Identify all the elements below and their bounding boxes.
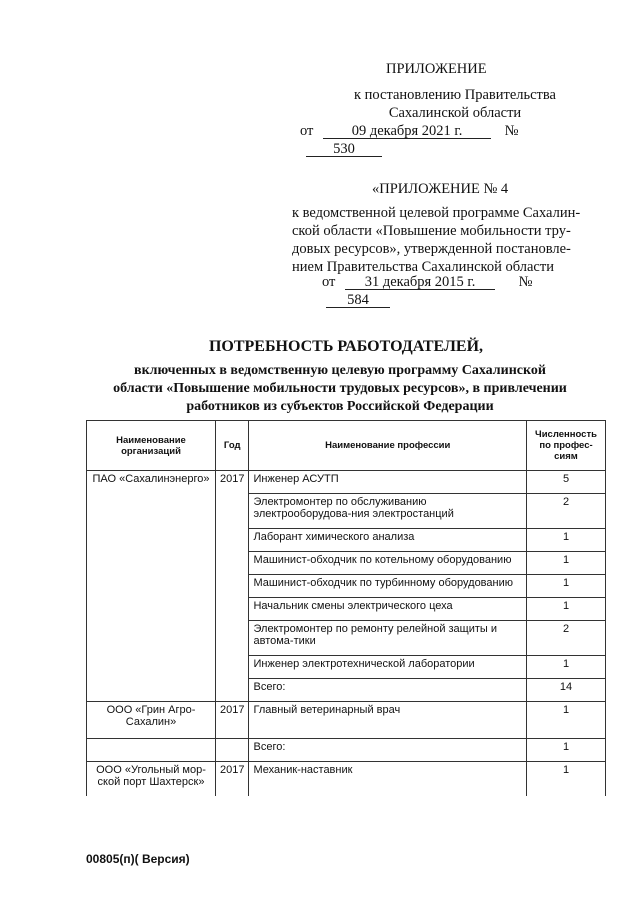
total-value: 14 <box>527 679 606 702</box>
appendix4-date: 31 декабря 2015 г. <box>345 273 495 290</box>
table-row <box>87 471 606 494</box>
appendix4-number: 584 <box>326 291 390 308</box>
total-label: Всего: <box>249 679 527 702</box>
table-row <box>87 762 606 797</box>
total-row <box>87 739 606 762</box>
subtitle-line1: включенных в ведомственную целевую программу Сахалинской <box>134 363 546 378</box>
org-name: ПАО «Сахалинэнерго» <box>87 471 216 702</box>
header-count: Численность по профес-сиям <box>527 421 606 471</box>
appendix4-line4: нием Правительства Сахалинской области <box>292 259 554 275</box>
header-org: Наименование организаций <box>87 421 216 471</box>
count-cell: 1 <box>527 656 606 679</box>
profession-cell: Машинист-обходчик по турбинному оборудованию <box>249 575 527 598</box>
count-cell: 1 <box>527 552 606 575</box>
employers-table <box>86 420 606 796</box>
subtitle-line2: области «Повышение мобильности трудовых ресурсов», в привлечении <box>113 381 567 396</box>
header-profession: Наименование профессии <box>249 421 527 471</box>
document-code: 00805(п)( Версия) <box>86 852 190 866</box>
profession-cell: Инженер АСУТП <box>249 471 527 494</box>
document-subtitle <box>60 362 620 416</box>
table-header-row <box>87 421 606 471</box>
appendix4-number-label: № <box>518 274 533 290</box>
decree-ref-line1: к постановлению Правительства <box>354 87 556 103</box>
subtitle-line3: работников из субъектов Российской Федерации <box>186 399 494 414</box>
count-cell: 1 <box>527 529 606 552</box>
profession-cell: Электромонтер по обслуживанию электрооборудова-ния электростанций <box>249 494 527 529</box>
decree-date-line <box>300 122 590 158</box>
org-year: 2017 <box>216 471 249 702</box>
org-empty <box>87 739 216 762</box>
decree-date: 09 декабря 2021 г. <box>323 122 491 139</box>
decree-ref-line2: Сахалинской области <box>388 105 522 121</box>
table-row <box>87 702 606 739</box>
org-year: 2017 <box>216 762 249 797</box>
count-cell: 1 <box>527 702 606 739</box>
profession-cell: Главный ветеринарный врач <box>249 702 527 739</box>
decree-number: 530 <box>306 140 382 157</box>
document-title: ПОТРЕБНОСТЬ РАБОТОДАТЕЛЕЙ, <box>208 338 484 355</box>
year-empty <box>216 739 249 762</box>
appendix4-date-line <box>322 273 602 309</box>
count-cell: 1 <box>527 762 606 797</box>
org-name: ООО «Угольный мор-ской порт Шахтерск» <box>87 762 216 797</box>
from-label: от <box>300 123 314 139</box>
appendix-title: ПРИЛОЖЕНИЕ <box>386 61 487 77</box>
appendix4-line2: ской области «Повышение мобильности тру- <box>292 223 571 239</box>
number-label: № <box>504 123 519 139</box>
count-cell: 1 <box>527 598 606 621</box>
profession-cell: Электромонтер по ремонту релейной защиты и автома-тики <box>249 621 527 656</box>
count-cell: 2 <box>527 494 606 529</box>
header-year: Год <box>216 421 249 471</box>
profession-cell: Инженер электротехнической лаборатории <box>249 656 527 679</box>
profession-cell: Механик-наставник <box>249 762 527 797</box>
total-value: 1 <box>527 739 606 762</box>
appendix4-text <box>292 204 594 276</box>
appendix4-line1: к ведомственной целевой программе Сахалин- <box>292 205 581 221</box>
count-cell: 5 <box>527 471 606 494</box>
count-cell: 1 <box>527 575 606 598</box>
count-cell: 2 <box>527 621 606 656</box>
total-label: Всего: <box>249 739 527 762</box>
profession-cell: Лаборант химического анализа <box>249 529 527 552</box>
org-year: 2017 <box>216 702 249 739</box>
profession-cell: Начальник смены электрического цеха <box>249 598 527 621</box>
appendix4-title: «ПРИЛОЖЕНИЕ № 4 <box>372 181 509 197</box>
appendix4-from-label: от <box>322 274 336 290</box>
profession-cell: Машинист-обходчик по котельному оборудованию <box>249 552 527 575</box>
org-name: ООО «Грин Агро-Сахалин» <box>87 702 216 739</box>
appendix4-line3: довых ресурсов», утвержденной постановле- <box>292 241 571 257</box>
